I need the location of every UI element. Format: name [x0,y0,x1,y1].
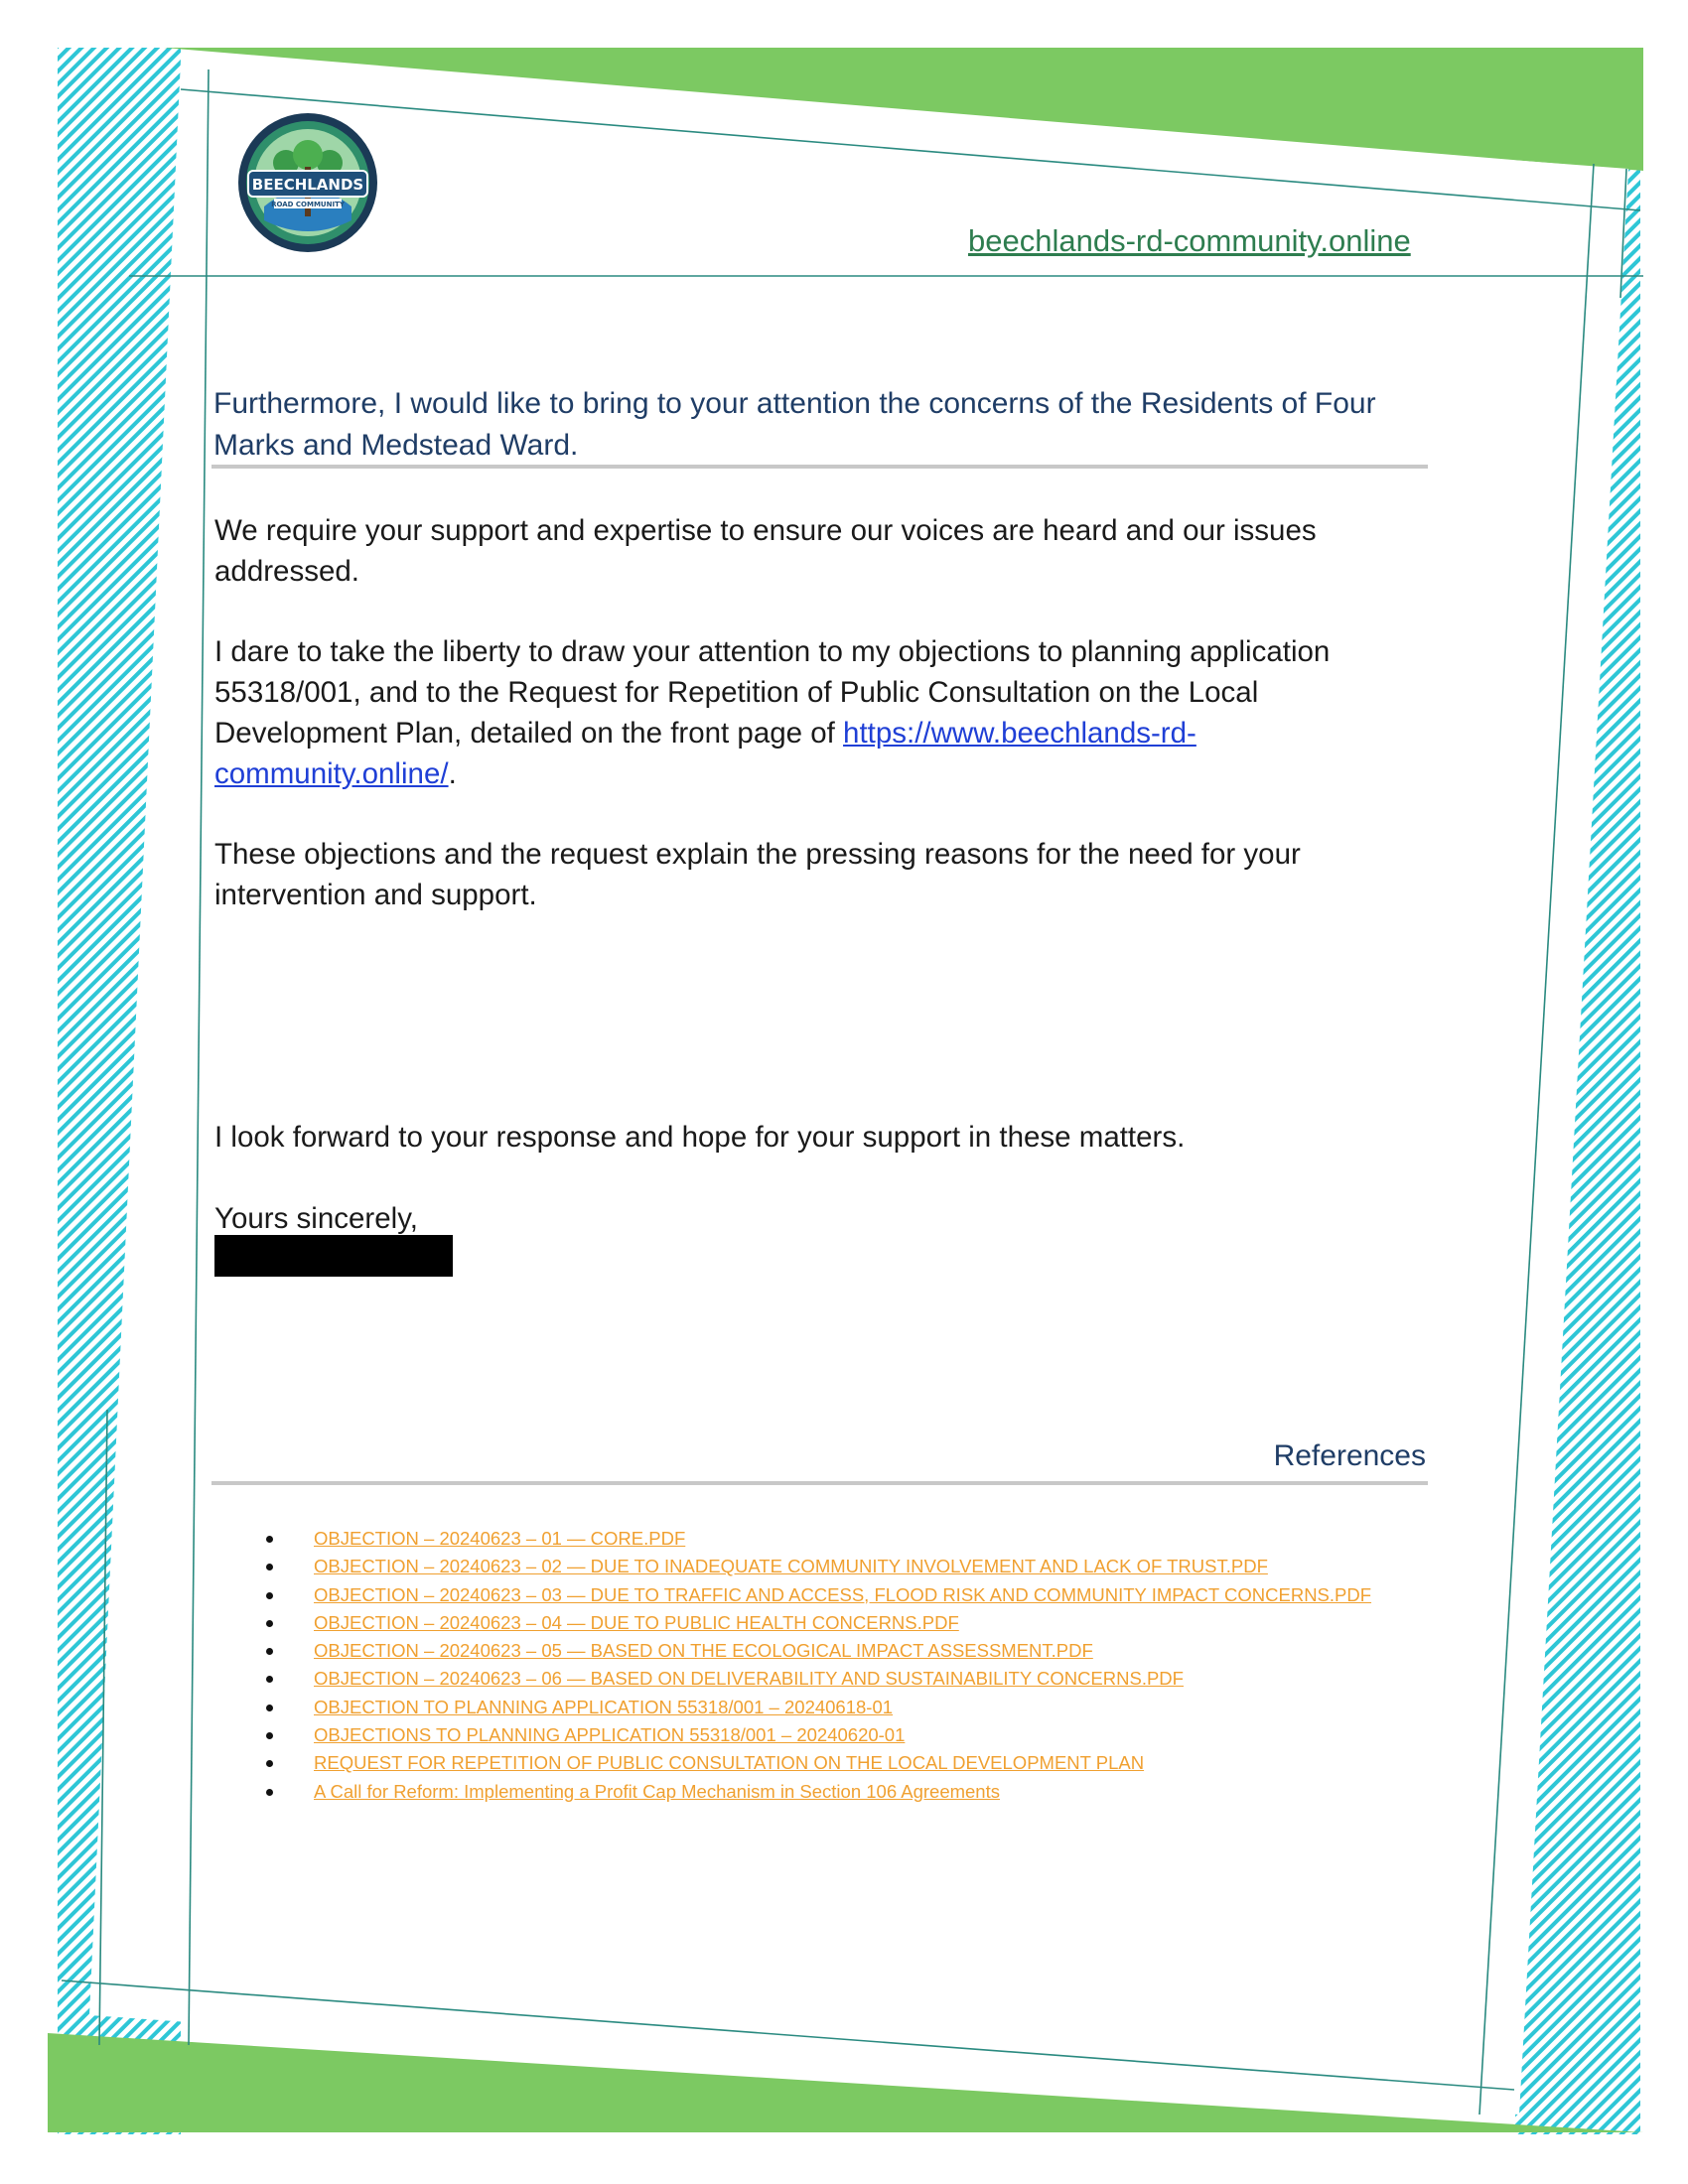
closing-salutation: Yours sincerely, [214,1202,418,1235]
letter-heading: Furthermore, I would like to bring to your attention the concerns of the Residents of Four Marks and Medstead Ward. [213,387,1376,462]
community-logo [236,111,379,254]
reference-link[interactable]: A Call for Reform: Implementing a Profit Cap Mechanism in Section 106 Agreements [314,1780,1000,1802]
reference-link[interactable]: OBJECTION TO PLANNING APPLICATION 55318/001 – 20240618-01 [314,1696,894,1717]
paragraph-reasons: These objections and the request explain the pressing reasons for the need for your intervention and support. [214,838,1301,911]
reference-link[interactable]: OBJECTIONS TO PLANNING APPLICATION 55318/001 – 20240620-01 [314,1724,906,1746]
content-panel [89,60,1628,2115]
reference-link[interactable]: OBJECTION – 20240623 – 01 — CORE.PDF [314,1528,686,1549]
reference-item [266,1694,1371,1721]
reference-item [266,1721,1371,1749]
reference-item [266,1609,1371,1637]
reference-item [266,1665,1371,1693]
paragraph-objections-end: . [448,757,457,790]
reference-item [266,1778,1371,1806]
reference-link[interactable]: OBJECTION – 20240623 – 06 — BASED ON DELIVERABILITY AND SUSTAINABILITY CONCERNS.PDF [314,1668,1184,1690]
svg-text:BEECHLANDS: BEECHLANDS [251,176,364,194]
redacted-signature [214,1235,453,1277]
reference-link[interactable]: OBJECTION – 20240623 – 02 — DUE TO INADEQUATE COMMUNITY INVOLVEMENT AND LACK OF TRUST.PDF [314,1556,1268,1577]
references-title: References [1273,1439,1426,1472]
references-divider [211,1481,1428,1485]
paragraph-support: We require your support and expertise to ensure our voices are heard and our issues addressed. [214,514,1317,588]
reference-item [266,1525,1371,1553]
reference-item [266,1581,1371,1609]
reference-link[interactable]: REQUEST FOR REPETITION OF PUBLIC CONSULTATION ON THE LOCAL DEVELOPMENT PLAN [314,1752,1145,1774]
paragraph-objections [214,631,1416,794]
reference-item [266,1749,1371,1777]
community-website-link[interactable]: https://www.beechlands-rd-community.online/ [214,717,1196,790]
paragraph-closing-request: I look forward to your response and hope for your support in these matters. [214,1121,1186,1154]
svg-text:ROAD COMMUNITY: ROAD COMMUNITY [271,201,345,208]
reference-link[interactable]: OBJECTION – 20240623 – 03 — DUE TO TRAFFIC AND ACCESS, FLOOD RISK AND COMMUNITY IMPACT CONCERNS.PDF [314,1583,1372,1605]
reference-item [266,1637,1371,1665]
reference-item [266,1553,1371,1580]
references-list [266,1525,1371,1806]
reference-link[interactable]: OBJECTION – 20240623 – 05 — BASED ON THE ECOLOGICAL IMPACT ASSESSMENT.PDF [314,1640,1093,1662]
heading-divider [211,465,1428,469]
site-url-link[interactable]: beechlands-rd-community.online [968,223,1411,258]
reference-link[interactable]: OBJECTION – 20240623 – 04 — DUE TO PUBLIC HEALTH CONCERNS.PDF [314,1611,959,1633]
paragraph-objections-text: I dare to take the liberty to draw your attention to my objections to planning application 55318/001, and to the Request for Repetition of Public Consultation on the Local Development Plan, detailed on the front page of [214,635,1331,750]
